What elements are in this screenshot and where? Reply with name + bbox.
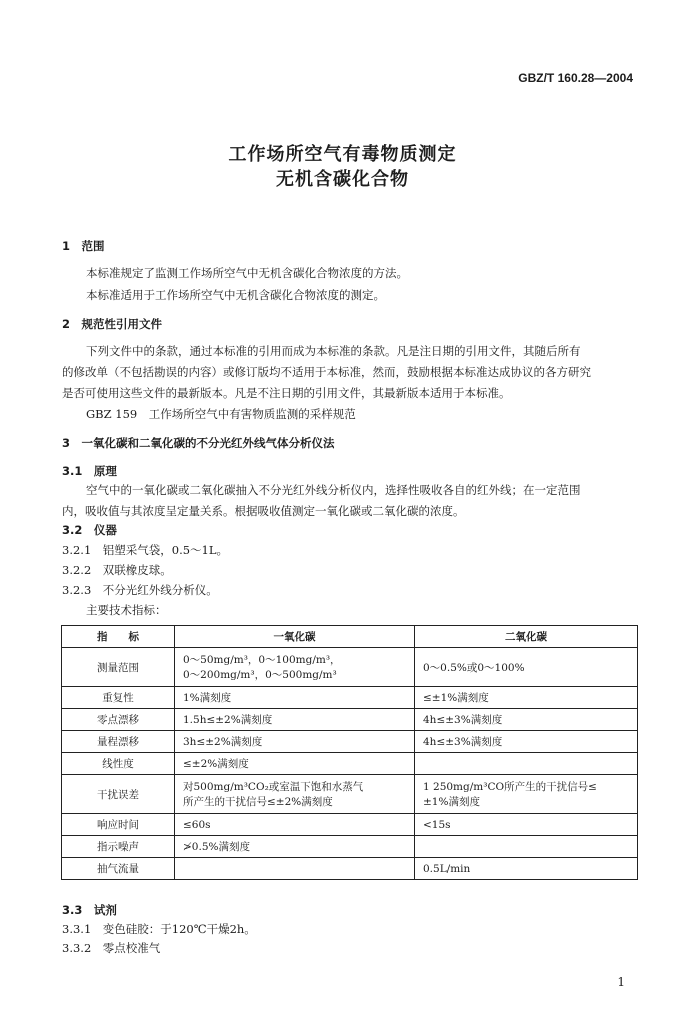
table-row [62,731,638,753]
co2-value [415,753,638,775]
co-value [175,709,415,731]
co-value [175,648,415,687]
table-row [62,709,638,731]
principle-line-1: 空气中的一氧化碳或二氧化碳抽入不分光红外线分析仪内，选择性吸收各自的红外线；在一定范围 [86,483,581,497]
co-value-line: ≤60s [183,818,211,831]
header-indicator: 指 标 [62,626,175,648]
section-3-heading: 3 一氧化碳和二氧化碳的不分光红外线气体分析仪法 [62,436,335,450]
row-indicator: 干扰误差 [62,775,175,814]
section-2-paragraph-line-1: 下列文件中的条款，通过本标准的引用而成为本标准的条款。凡是注日期的引用文件，其随后所有 [86,344,581,358]
co-value-line: 1.5h≤±2%满刻度 [183,714,273,726]
table-header-row [62,626,638,648]
row-indicator: 测量范围 [62,648,175,687]
table-row [62,858,638,880]
table-row [62,836,638,858]
section-1-paragraph-1: 本标准规定了监测工作场所空气中无机含碳化合物浓度的方法。 [86,266,408,280]
co2-value [415,687,638,709]
co-value [175,814,415,836]
document-title: 工作场所空气有毒物质测定 [228,144,457,165]
row-indicator: 量程漂移 [62,731,175,753]
co2-value [415,775,638,814]
co-value [175,731,415,753]
co2-value [415,858,638,880]
co2-value [415,836,638,858]
table-row [62,687,638,709]
co2-value-line: 4h≤±3%满刻度 [423,736,503,748]
co2-value [415,709,638,731]
row-indicator: 响应时间 [62,814,175,836]
co2-value-line: 0～0.5%或0～100% [423,661,525,674]
co-value [175,753,415,775]
section-2-heading: 2 规范性引用文件 [62,317,163,331]
item-3-2-2: 3.2.2 双联橡皮球。 [62,563,172,577]
co-value-line: 对500mg/m³CO₂或室温下饱和水蒸气 [183,781,364,793]
co-value-line: 0～50mg/m³，0～100mg/m³， [183,654,341,666]
spec-label: 主要技术指标： [86,603,167,617]
co-value-line: ≯0.5%满刻度 [183,841,250,853]
co-value [175,858,415,880]
section-1-heading: 1 范围 [62,239,105,253]
normative-reference: GBZ 159 工作场所空气中有害物质监测的采样规范 [86,407,356,421]
section-3-2-heading: 3.2 仪器 [62,523,117,537]
co2-value [415,731,638,753]
section-1-paragraph-2: 本标准适用于工作场所空气中无机含碳化合物浓度的测定。 [86,288,385,302]
header-co2: 二氧化碳 [415,626,638,648]
item-3-3-2: 3.3.2 零点校准气 [62,941,161,955]
co-value-line: 1%满刻度 [183,692,232,704]
co-value [175,687,415,709]
spec-table [61,625,638,880]
co2-value-line: 1 250mg/m³CO所产生的干扰信号≤ [423,781,597,793]
co2-value-line: 0.5L/min [423,862,471,875]
standard-code: GBZ/T 160.28—2004 [518,71,633,85]
table-row [62,648,638,687]
co2-value [415,814,638,836]
page-number: 1 [617,975,625,989]
document-subtitle: 无机含碳化合物 [276,169,409,190]
co-value [175,775,415,814]
principle-line-2: 内，吸收值与其浓度呈定量关系。根据吸收值测定一氧化碳或二氧化碳的浓度。 [62,504,465,518]
item-3-2-1: 3.2.1 铝塑采气袋，0.5～1L。 [62,543,229,557]
section-3-1-heading: 3.1 原理 [62,464,117,478]
co2-value-line: 4h≤±3%满刻度 [423,714,503,726]
co2-value-line: ≤±1%满刻度 [423,692,489,704]
co-value-line: 3h≤±2%满刻度 [183,736,263,748]
co2-value [415,648,638,687]
co-value-line: 0～200mg/m³，0～500mg/m³ [183,669,337,681]
co2-value-line: ±1%满刻度 [423,796,480,808]
section-2-paragraph-line-3: 是否可使用这些文件的最新版本。凡是不注日期的引用文件，其最新版本适用于本标准。 [62,386,511,400]
section-2-paragraph-line-2: 的修改单（不包括勘误的内容）或修订版均不适用于本标准，然而，鼓励根据本标准达成协议的各方研究 [62,365,591,379]
table-row [62,775,638,814]
row-indicator: 指示噪声 [62,836,175,858]
co-value-line: ≤±2%满刻度 [183,758,249,770]
table-row [62,753,638,775]
co-value [175,836,415,858]
item-3-3-1: 3.3.1 变色硅胶：于120℃干燥2h。 [62,922,256,936]
co-value-line: 所产生的干扰信号≤±2%满刻度 [183,796,333,808]
item-3-2-3: 3.2.3 不分光红外线分析仪。 [62,583,218,597]
section-3-3-heading: 3.3 试剂 [62,903,117,917]
header-co: 一氧化碳 [175,626,415,648]
row-indicator: 抽气流量 [62,858,175,880]
row-indicator: 线性度 [62,753,175,775]
row-indicator: 重复性 [62,687,175,709]
row-indicator: 零点漂移 [62,709,175,731]
table-row [62,814,638,836]
co2-value-line: <15s [423,818,451,831]
